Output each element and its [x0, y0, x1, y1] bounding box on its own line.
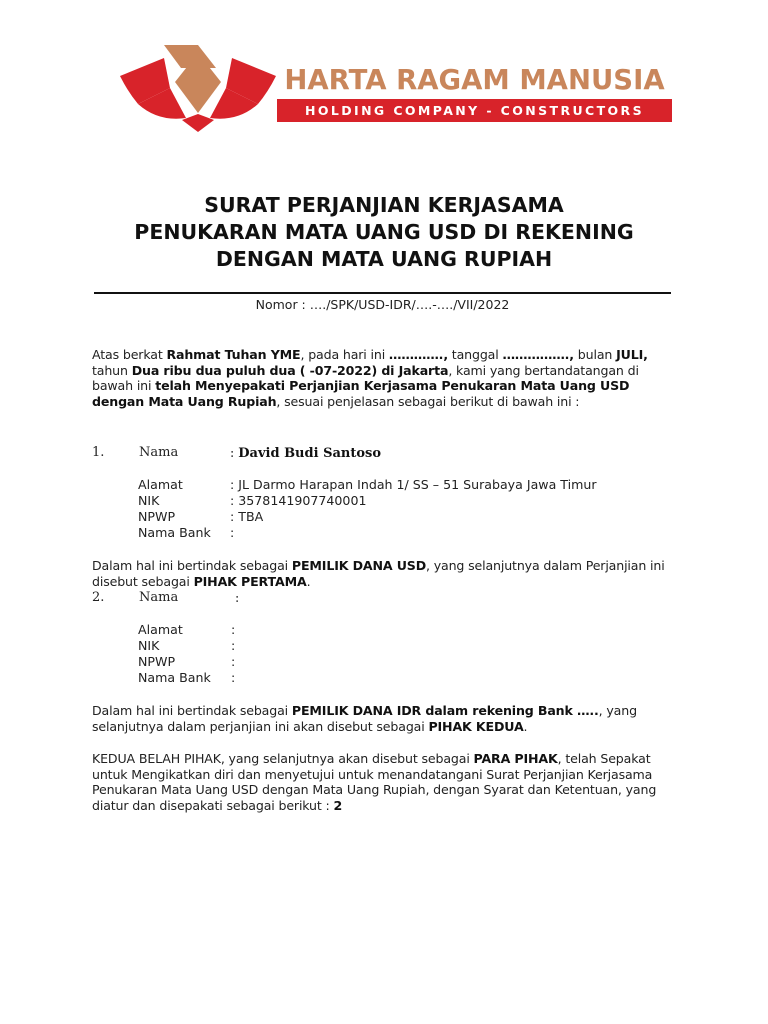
closing-paragraph: KEDUA BELAH PIHAK, yang selanjutnya akan disebut sebagai PARA PIHAK, telah Sepakat untuk Mengikatkan diri dan menyetujui untuk menandatangani Surat Perjanjian Kerjasama Penukaran Mata Uang USD dengan Mata Uang Rupiah, dengan Syarat dan Ketentuan, yang diatur dan disepakati sebagai berikut : 2 — [92, 751, 657, 813]
party2-address-row: : — [231, 622, 236, 637]
party2-bank-row: : — [231, 670, 236, 685]
party1-bank-row: : — [230, 525, 235, 540]
doc-title-line-1: SURAT PERJANJIAN KERJASAMA — [204, 193, 564, 217]
party1-address-value: JL Darmo Harapan Indah 1/ SS – 51 Surabaya Jawa Timur — [238, 477, 597, 492]
party1-address-row: : JL Darmo Harapan Indah 1/ SS – 51 Surabaya Jawa Timur — [230, 477, 597, 492]
party2-statement: Dalam hal ini bertindak sebagai PEMILIK DANA IDR dalam rekening Bank ….., yang selanjutnya dalam perjanjian ini akan disebut sebagai PIHAK KEDUA. — [92, 703, 637, 734]
party1-address-label: Alamat — [138, 477, 183, 492]
party1-npwp-value: TBA — [238, 509, 264, 524]
party2-npwp-row: : — [231, 654, 236, 669]
company-name: HARTA RAGAM MANUSIA — [284, 64, 665, 96]
document-number: Nomor : …./SPK/USD-IDR/….-…./VII/2022 — [255, 297, 510, 312]
party1-nik-label: NIK — [138, 493, 160, 508]
party1-name-value: David Budi Santoso — [238, 446, 381, 461]
doc-title-line-2: PENUKARAN MATA UANG USD DI REKENING — [134, 220, 634, 244]
party2-name-label: Nama — [139, 590, 179, 605]
doc-title-line-3: DENGAN MATA UANG RUPIAH — [215, 247, 553, 271]
party2-address-label: Alamat — [138, 622, 183, 637]
party2-nik-label: NIK — [138, 638, 160, 653]
party2-bank-label: Nama Bank — [138, 670, 211, 685]
party1-statement: Dalam hal ini bertindak sebagai PEMILIK DANA USD, yang selanjutnya dalam Perjanjian ini disebut sebagai PIHAK PERTAMA. — [92, 558, 665, 589]
party2-number: 2. — [92, 590, 105, 605]
company-tagline: HOLDING COMPANY - CONSTRUCTORS — [277, 99, 672, 122]
party2-name-row: : — [235, 590, 240, 605]
party2-nik-row: : — [231, 638, 236, 653]
party2-npwp-label: NPWP — [138, 654, 176, 669]
company-logo — [118, 40, 278, 132]
party1-bank-label: Nama Bank — [138, 525, 211, 540]
party1-npwp-row: : TBA — [230, 509, 264, 524]
party1-name-label: Nama — [139, 445, 179, 460]
title-divider — [94, 292, 671, 294]
party1-nik-value: 3578141907740001 — [238, 493, 367, 508]
party1-nik-row: : 3578141907740001 — [230, 493, 367, 508]
intro-paragraph: Atas berkat Rahmat Tuhan YME, pada hari ini …………., tanggal ……………., bulan JULI, tahun Dua ribu dua puluh dua ( -07-2022) di Jakarta, kami yang bertandatangan di bawah ini telah Menyepakati Perjanjian Kerjasama Penukaran Mata Uang USD dengan Mata Uang Rupiah, sesuai penjelasan sebagai berikut di bawah ini : — [92, 347, 648, 409]
party1-number: 1. — [92, 445, 105, 460]
logo-bottom-ray — [182, 114, 214, 132]
party1-name-row: : David Budi Santoso — [230, 445, 381, 461]
party1-npwp-label: NPWP — [138, 509, 176, 524]
